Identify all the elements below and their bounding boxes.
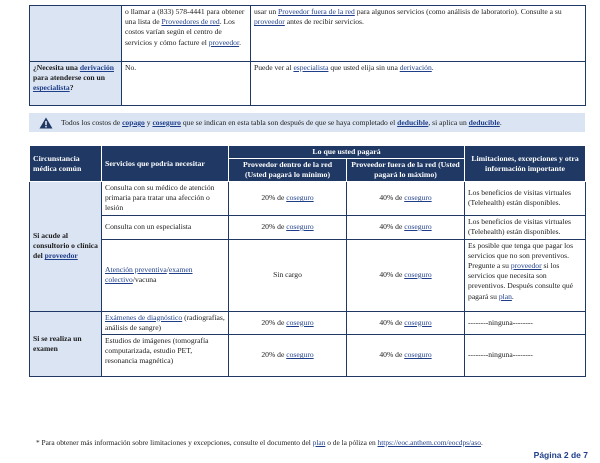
- coinsurance-link[interactable]: coseguro: [152, 118, 181, 127]
- out-network-cost-cell: [347, 335, 465, 377]
- out-network-cost-cell: [347, 215, 465, 239]
- service-cell: [102, 311, 229, 334]
- text: .: [480, 438, 483, 447]
- out-network-cost-cell: [347, 311, 465, 334]
- text: .: [499, 118, 502, 127]
- text: 40% de: [379, 222, 405, 231]
- text: 40% de: [379, 317, 405, 327]
- limitations-cell: Los beneficios de visitas virtuales (Telehealth) están disponibles.: [465, 182, 586, 216]
- text: 20% de: [261, 317, 287, 327]
- text: 20% de: [261, 222, 287, 231]
- text: 40% de: [379, 350, 405, 360]
- test-label: Si se realiza un examen: [30, 311, 102, 376]
- coinsurance-link[interactable]: coseguro: [404, 193, 432, 203]
- in-network-info-cell: [122, 6, 251, 62]
- text: 40% de: [379, 193, 405, 203]
- top-table: [29, 5, 586, 106]
- header-services: Servicios que podría necesitar: [102, 146, 229, 182]
- text: si los servicios que necesita son preventivos. Después consulte qué pagará su: [468, 261, 574, 301]
- referral-answer-cell: No.: [122, 62, 251, 106]
- deductible-notice: [29, 113, 585, 132]
- in-network-cost-cell: Sin cargo: [229, 239, 347, 311]
- coinsurance-link[interactable]: coseguro: [286, 317, 314, 327]
- in-network-cost-cell: [229, 311, 347, 334]
- table-row: [30, 182, 586, 216]
- text: .: [239, 37, 241, 47]
- header-row: [30, 146, 586, 159]
- diagnostic-test-link[interactable]: Exámenes de diagnóstico: [105, 312, 183, 322]
- limitations-cell: --------ninguna--------: [465, 311, 586, 334]
- coinsurance-link[interactable]: coseguro: [404, 350, 432, 360]
- header-what-you-pay: Lo que usted pagará: [229, 146, 465, 159]
- out-network-cost-cell: [347, 182, 465, 216]
- service-cell: Estudios de imágenes (tomografía computarizada, estudio PET, resonancia magnética): [102, 335, 229, 377]
- out-network-info-cell: [251, 6, 586, 62]
- table-row: [30, 239, 586, 311]
- copay-link[interactable]: copago: [122, 118, 145, 127]
- referral-question-cell: [30, 62, 122, 106]
- text: * Para obtener más información sobre limitaciones y excepciones, consulte el documento del: [36, 438, 313, 447]
- header-limitations: Limitaciones, excepciones y otra información importante: [465, 146, 586, 182]
- text: Puede ver al: [254, 63, 294, 72]
- text: . Los costos varían según el centro de servicios y cómo facture el: [125, 17, 235, 47]
- office-visit-label: [30, 182, 102, 312]
- plan-link[interactable]: plan: [498, 291, 512, 301]
- limitations-cell: --------ninguna--------: [465, 335, 586, 377]
- text: 20% de: [261, 193, 287, 203]
- provider-link[interactable]: proveedor: [208, 37, 240, 47]
- text: o de la póliza en: [325, 438, 378, 447]
- text: antes de recibir servicios.: [284, 17, 364, 27]
- text: Todos los costos de: [61, 118, 123, 127]
- deductible-link[interactable]: deducible: [468, 118, 500, 127]
- notice-text: [61, 118, 502, 127]
- text: que usted elija sin una: [328, 63, 400, 72]
- service-cell: [102, 239, 229, 311]
- text: ¿Necesita una: [33, 63, 80, 72]
- limitations-cell: [465, 239, 586, 311]
- coinsurance-link[interactable]: coseguro: [404, 317, 432, 327]
- coinsurance-link[interactable]: coseguro: [286, 222, 314, 231]
- provider-link[interactable]: proveedor: [44, 251, 78, 261]
- text: .: [511, 291, 514, 301]
- benefits-table: [29, 145, 586, 377]
- text: para atenderse con un: [33, 73, 105, 83]
- text: o llamar a (833) 578-4441 para obtener una lista de: [125, 7, 245, 27]
- coinsurance-link[interactable]: coseguro: [286, 350, 314, 360]
- text: /: [166, 264, 169, 274]
- text: , si aplica un: [428, 118, 469, 127]
- coinsurance-link[interactable]: coseguro: [404, 270, 432, 279]
- text: 20% de: [261, 350, 287, 360]
- coinsurance-link[interactable]: coseguro: [404, 222, 432, 231]
- text: /vacuna: [132, 275, 157, 285]
- table-row: [30, 62, 586, 106]
- text: para algunos servicios (como análisis de laboratorio). Consulte a su: [354, 7, 562, 16]
- text: que se indican en esta tabla son después de que se haya completado el: [180, 118, 398, 127]
- referral-link[interactable]: derivación: [399, 63, 432, 72]
- deductible-link[interactable]: deducible: [397, 118, 429, 127]
- row-header-cell: [30, 6, 122, 62]
- text: y: [144, 118, 153, 127]
- service-cell: Consulta con su médico de atención primaria para tratar una afección o lesión: [102, 182, 229, 216]
- table-row: [30, 6, 586, 62]
- text: Es posible que tenga que pagar los servicios que no son preventivos. Pregunte a su: [468, 240, 574, 271]
- referral-link[interactable]: derivación: [79, 63, 114, 72]
- text: ?: [69, 83, 74, 93]
- in-network-cost-cell: [229, 182, 347, 216]
- coinsurance-link[interactable]: coseguro: [286, 193, 314, 203]
- page-number: Página 2 de 7: [533, 450, 588, 460]
- table-row: [30, 215, 586, 239]
- footnote: [36, 438, 483, 447]
- text: (radiografías, análisis de sangre): [105, 312, 225, 332]
- provider-link[interactable]: proveedor: [510, 261, 542, 271]
- text: .: [431, 63, 434, 72]
- referral-detail-cell: [251, 62, 586, 106]
- table-row: [30, 335, 586, 377]
- text: usar un: [254, 7, 279, 16]
- service-cell: Consulta con un especialista: [102, 215, 229, 239]
- providers-link[interactable]: Proveedores de red: [161, 17, 220, 27]
- limitations-cell: Los beneficios de visitas virtuales (Telehealth) están disponibles.: [465, 215, 586, 239]
- specialist-link[interactable]: especialista: [33, 83, 70, 93]
- header-in-network: Proveedor dentro de la red (Usted pagará lo mínimo): [229, 159, 347, 182]
- out-network-cost-cell: [347, 239, 465, 311]
- preventive-care-link[interactable]: Atención preventiva: [105, 264, 167, 274]
- screening-link[interactable]: examen colectivo: [105, 264, 193, 285]
- header-out-network: Proveedor fuera de la red (Usted pagará lo máximo): [347, 159, 465, 182]
- text: Si acude al consultorio o clínica del: [33, 231, 98, 261]
- text: 40% de: [379, 270, 405, 279]
- table-row: [30, 311, 586, 334]
- warning-triangle-icon: [39, 117, 53, 129]
- in-network-cost-cell: [229, 335, 347, 377]
- plan-link[interactable]: plan: [312, 438, 326, 447]
- policy-url-link[interactable]: https://eoc.anthem.com/eocdps/aso: [377, 438, 481, 447]
- provider-link[interactable]: proveedor: [254, 17, 285, 27]
- specialist-link[interactable]: especialista: [293, 63, 329, 72]
- header-circumstance: Circunstancia médica común: [30, 146, 102, 182]
- in-network-cost-cell: [229, 215, 347, 239]
- out-network-provider-link[interactable]: Proveedor fuera de la red: [278, 7, 355, 16]
